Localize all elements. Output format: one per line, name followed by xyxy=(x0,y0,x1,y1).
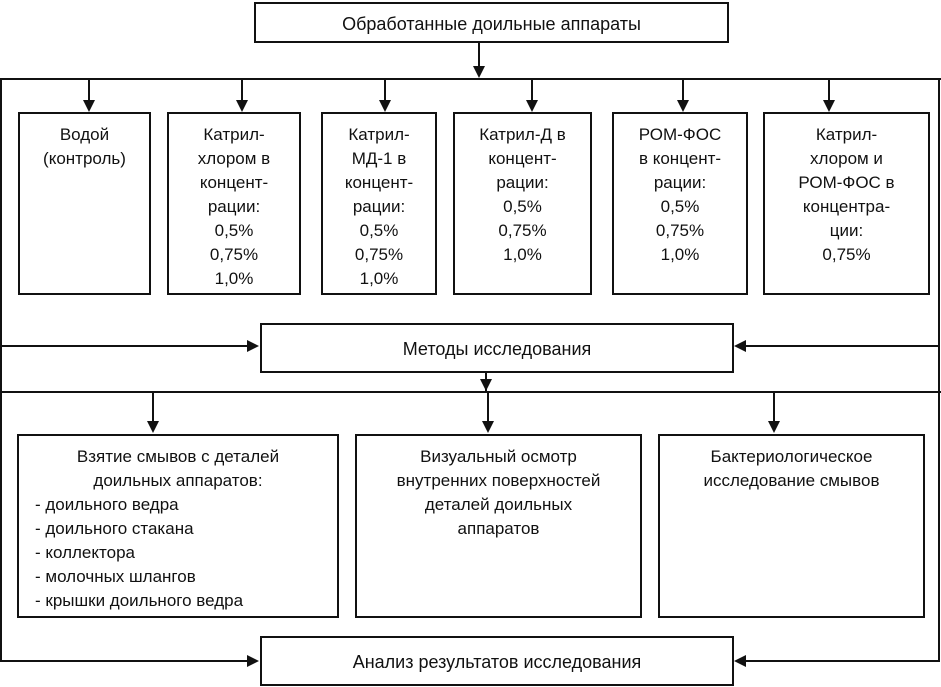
group-connector-6 xyxy=(828,80,830,102)
study-2-line: Визуальный осмотр xyxy=(420,447,577,466)
group-1-line: (контроль) xyxy=(43,149,126,168)
study-2-line: внутренних поверхностей xyxy=(396,471,601,490)
group-2-line: 0,75% xyxy=(209,245,259,264)
group-3-line: Катрил- xyxy=(348,125,410,144)
group-6-text xyxy=(765,123,928,267)
methods-right-arrow xyxy=(734,340,746,352)
study-3-text xyxy=(660,445,923,493)
group-5-line: 1,0% xyxy=(660,245,700,264)
study-1-list xyxy=(35,493,243,613)
methods-right-connector xyxy=(746,345,938,347)
group-5-line: РОМ-ФОС xyxy=(638,125,722,144)
study-2-text xyxy=(357,445,640,541)
study-connector-2 xyxy=(487,393,489,423)
group-arrow-4 xyxy=(526,100,538,112)
study-box-1 xyxy=(17,434,339,618)
top-arrow xyxy=(473,66,485,78)
study-arrow-2 xyxy=(482,421,494,433)
study-1-list-item: - доильного ведра xyxy=(35,495,179,514)
study-2-line: аппаратов xyxy=(457,519,540,538)
group-5-line: в концент- xyxy=(638,149,722,168)
group-2-text xyxy=(169,123,299,291)
methods-title: Методы исследования xyxy=(402,339,592,359)
study-arrow-1 xyxy=(147,421,159,433)
group-box-1 xyxy=(18,112,151,295)
group-6-line: 0,75% xyxy=(822,245,871,264)
analysis-title: Анализ результатов исследования xyxy=(352,652,642,672)
group-2-line: концент- xyxy=(199,173,269,192)
group-connector-3 xyxy=(384,80,386,102)
analysis-left-arrow xyxy=(247,655,259,667)
group-3-text xyxy=(323,123,435,291)
group-connector-2 xyxy=(241,80,243,102)
group-4-line: 1,0% xyxy=(503,245,542,264)
group-box-5 xyxy=(612,112,748,295)
group-3-line: 0,75% xyxy=(354,245,404,264)
analysis-box xyxy=(260,636,734,686)
study-1-line: доильных аппаратов: xyxy=(93,471,263,490)
group-connector-5 xyxy=(682,80,684,102)
group-5-line: 0,5% xyxy=(660,197,700,216)
group-arrow-1 xyxy=(83,100,95,112)
top-title: Обработанные доильные аппараты xyxy=(342,14,641,34)
study-3-line: Бактериологическое xyxy=(710,447,873,466)
group-4-line: рации: xyxy=(496,173,549,192)
top-box xyxy=(254,2,729,43)
group-6-line: концентра- xyxy=(802,197,891,216)
group-4-line: Катрил-Д в xyxy=(479,125,566,144)
group-2-line: Катрил- xyxy=(203,125,265,144)
study-1-list-item: - коллектора xyxy=(35,543,135,562)
methods-down-arrow xyxy=(480,379,492,391)
group-3-line: МД-1 в xyxy=(351,149,407,168)
study-1-list-item: - крышки доильного ведра xyxy=(35,591,244,610)
methods-left-connector xyxy=(2,345,248,347)
study-connector-3 xyxy=(773,393,775,423)
analysis-right-connector xyxy=(746,660,938,662)
analysis-left-connector xyxy=(2,660,248,662)
study-box-2 xyxy=(355,434,642,618)
group-2-line: хлором в xyxy=(197,149,271,168)
group-3-line: рации: xyxy=(352,197,406,216)
study-connector-1 xyxy=(152,393,154,423)
group-3-line: 1,0% xyxy=(359,269,399,288)
group-5-text xyxy=(614,123,746,267)
study-1-heading xyxy=(19,445,337,493)
study-1-list-item: - молочных шлангов xyxy=(35,567,196,586)
group-6-line: РОМ-ФОС в xyxy=(798,173,895,192)
group-2-line: 1,0% xyxy=(214,269,254,288)
methods-box xyxy=(260,323,734,373)
group-box-6 xyxy=(763,112,930,295)
group-4-line: 0,75% xyxy=(498,221,547,240)
group-1-line: Водой xyxy=(59,125,110,144)
group-connector-1 xyxy=(88,80,90,102)
group-5-line: 0,75% xyxy=(655,221,705,240)
group-arrow-3 xyxy=(379,100,391,112)
group-1-text xyxy=(20,123,149,171)
group-2-line: 0,5% xyxy=(214,221,254,240)
study-2-line: деталей доильных xyxy=(424,495,573,514)
group-arrow-2 xyxy=(236,100,248,112)
group-connector-4 xyxy=(531,80,533,102)
group-arrow-5 xyxy=(677,100,689,112)
group-3-line: концент- xyxy=(344,173,414,192)
group-4-text xyxy=(455,123,590,267)
analysis-right-arrow xyxy=(734,655,746,667)
frame-left xyxy=(0,78,2,662)
group-arrow-6 xyxy=(823,100,835,112)
group-4-line: 0,5% xyxy=(503,197,542,216)
group-2-line: рации: xyxy=(207,197,261,216)
group-3-line: 0,5% xyxy=(359,221,399,240)
group-box-4 xyxy=(453,112,592,295)
group-4-line: концент- xyxy=(488,149,557,168)
frame-middle xyxy=(0,391,941,393)
study-arrow-3 xyxy=(768,421,780,433)
frame-top xyxy=(0,78,941,80)
group-box-2 xyxy=(167,112,301,295)
study-3-line: исследование смывов xyxy=(703,471,880,490)
study-1-line: Взятие смывов с деталей xyxy=(76,447,280,466)
methods-left-arrow xyxy=(247,340,259,352)
study-1-list-item: - доильного стакана xyxy=(35,519,194,538)
study-box-3 xyxy=(658,434,925,618)
group-6-line: хлором и xyxy=(810,149,883,168)
frame-right xyxy=(938,78,940,662)
group-box-3 xyxy=(321,112,437,295)
group-5-line: рации: xyxy=(653,173,707,192)
group-6-line: Катрил- xyxy=(815,125,878,144)
group-6-line: ции: xyxy=(829,221,864,240)
